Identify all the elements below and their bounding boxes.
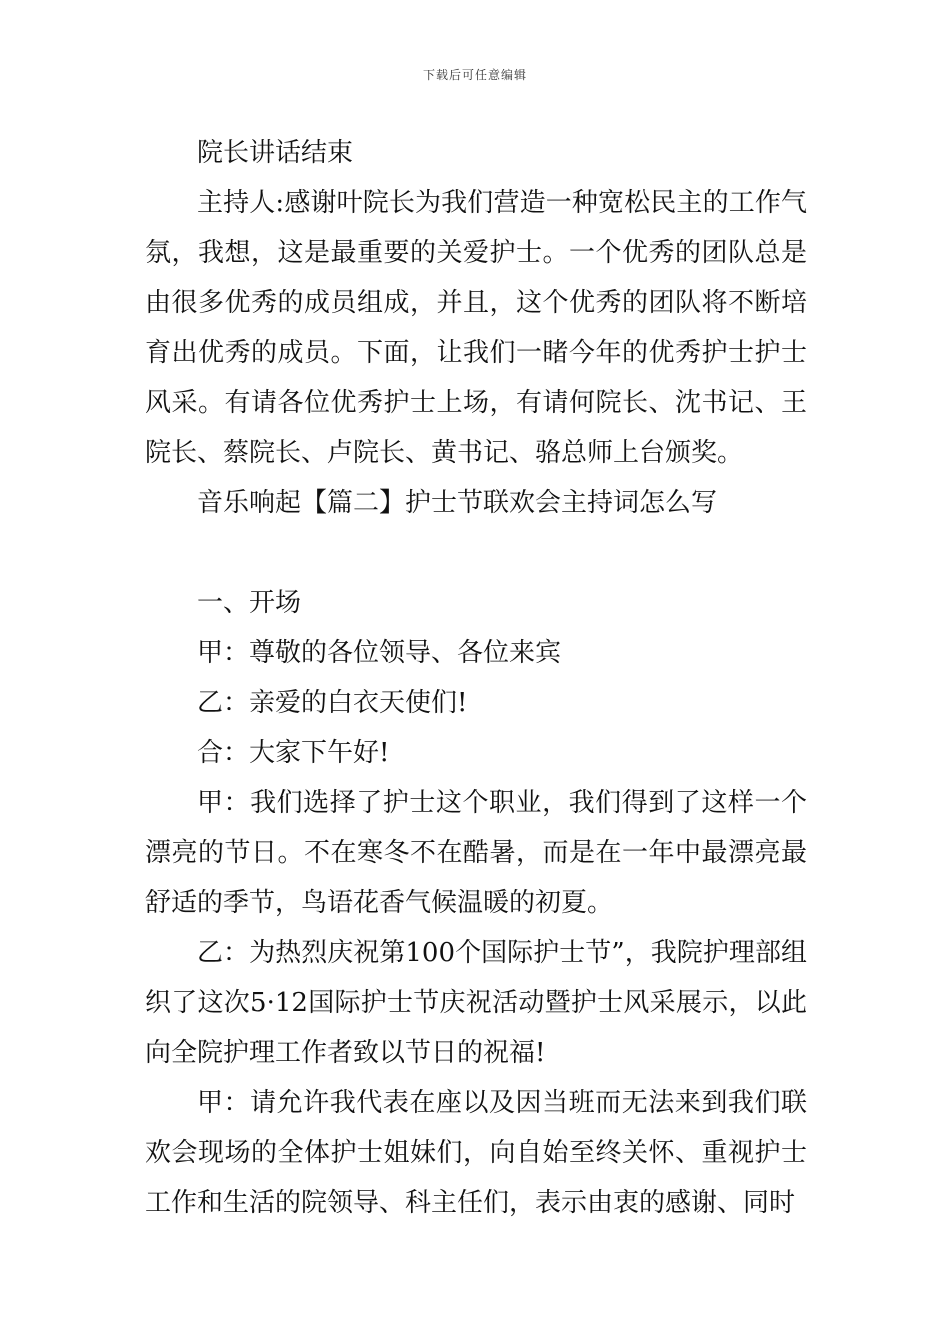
paragraph-line-jia-1: 甲：尊敬的各位领导、各位来宾: [197, 638, 562, 668]
paragraph-opening-heading: 一、开场: [197, 588, 302, 618]
paragraph-line-he: 合：大家下午好!: [197, 738, 390, 768]
paragraph-host-remarks: 主持人:感谢叶院长为我们营造一种宽松民主的工作气氛，我想，这是最重要的关爱护士。一个优秀的团队总是由很多优秀的成员组成，并且，这个优秀的团队将不断培育出优秀的成员。下面，让我们一睹今年的优秀护士护士风采。有请各位优秀护士上场，有请何院长、沈书记、王院长、蔡院长、卢院长、黄书记、骆总师上台颁奖。: [145, 188, 807, 468]
blank-line: [145, 528, 807, 578]
paragraph-section-title: 音乐响起【篇二】护士节联欢会主持词怎么写: [197, 488, 718, 518]
paragraph-line-jia-2: 甲：我们选择了护士这个职业，我们得到了这样一个漂亮的节日。不在寒冬不在酷暑，而是在一年中最漂亮最舒适的季节，鸟语花香气候温暖的初夏。: [145, 788, 807, 918]
document-body: [145, 128, 807, 1228]
paragraph-speech-end: 院长讲话结束: [197, 138, 354, 168]
paragraph-line-yi-1: 乙：亲爱的白衣天使们!: [197, 688, 468, 718]
page-header: 下载后可任意编辑: [422, 68, 527, 82]
paragraph-line-yi-2: 乙：为热烈庆祝第100个国际护士节”，我院护理部组织了这次5·12国际护士节庆祝活动暨护士风采展示，以此向全院护理工作者致以节日的祝福!: [145, 938, 807, 1068]
paragraph-line-jia-3: 甲：请允许我代表在座以及因当班而无法来到我们联欢会现场的全体护士姐妹们，向自始至终关怀、重视护士工作和生活的院领导、科主任们，表示由衷的感谢、同时: [145, 1088, 807, 1218]
